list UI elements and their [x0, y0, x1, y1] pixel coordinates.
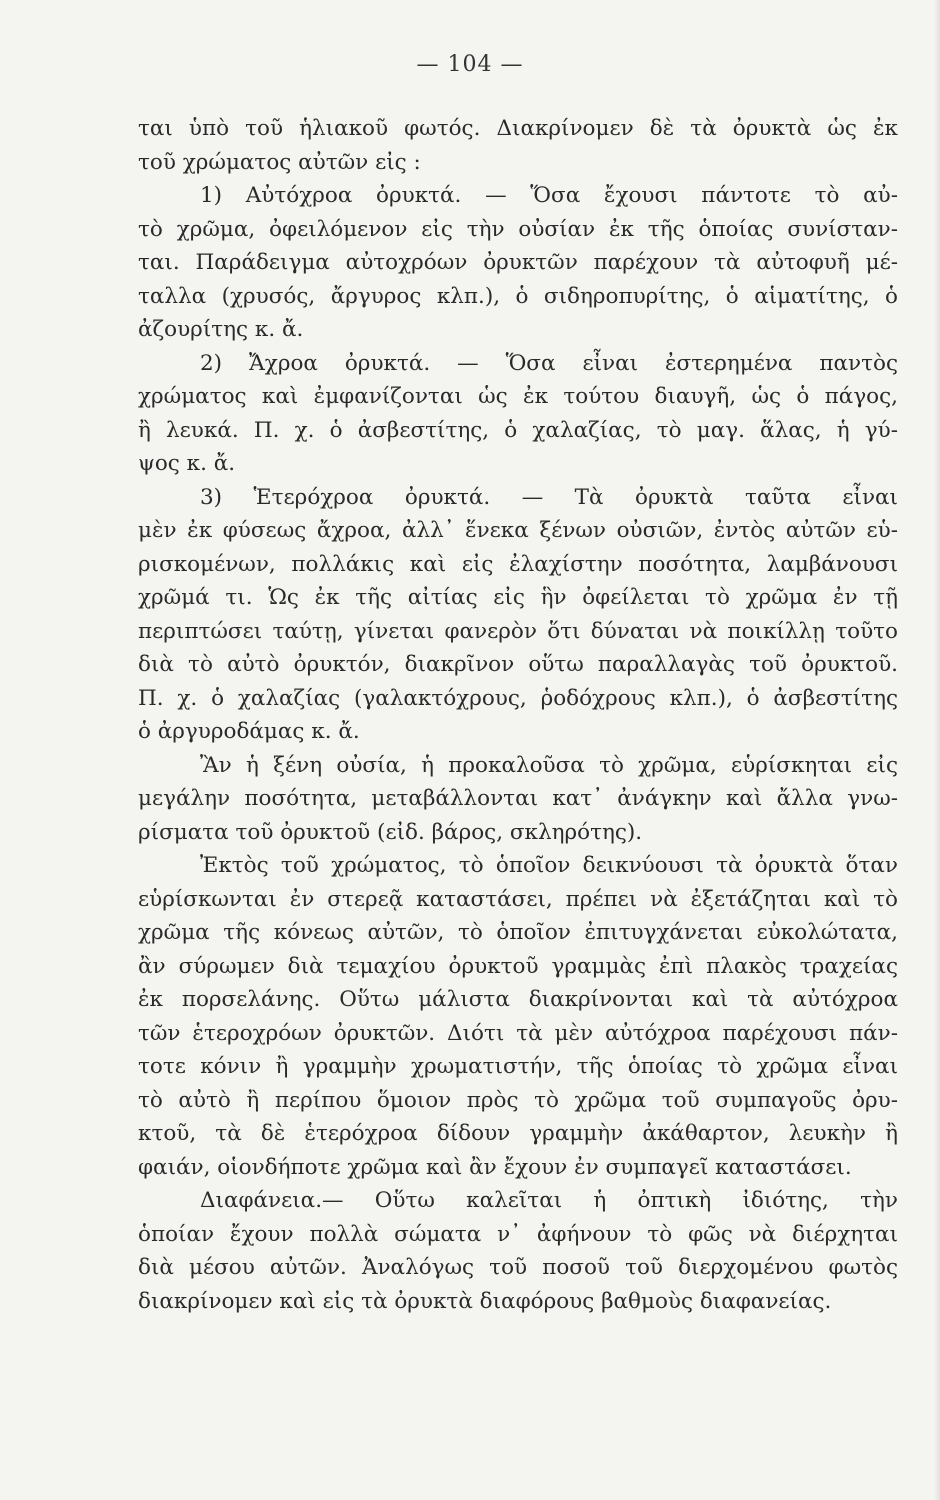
text-line: ἐκ πορσελάνης. Οὕτω μάλιστα διακρίνονται καὶ τὰ αὐτόχροα: [138, 987, 898, 1012]
text-line: ρισκομένων, πολλάκις καὶ εἰς ἐλαχίστην ποσότητα, λαμβάνουσι: [138, 551, 898, 577]
page-edge: [934, 0, 940, 1500]
text-line: εὑρίσκωνται ἐν στερεᾷ καταστάσει, πρέπει νὰ ἐξετάζηται καὶ τὸ: [138, 886, 898, 912]
text-line: ταλλα (χρυσός, ἄργυρος κλπ.), ὁ σιδηροπυρίτης, ὁ αἱματίτης, ὁ: [138, 283, 898, 309]
text-line: τοῦ χρώματος αὐτῶν εἰς :: [138, 149, 421, 175]
text-line: διὰ τὸ αὐτὸ ὀρυκτόν, διακρῖνον οὕτω παραλλαγὰς τοῦ ὀρυκτοῦ.: [138, 652, 898, 677]
text-line: ψος κ. ἄ.: [138, 451, 236, 476]
text-line: περιπτώσει ταύτῃ, γίνεται φανερὸν ὅτι δύναται νὰ ποικίλλῃ τοῦτο: [138, 618, 898, 644]
text-line: χρώματος καὶ ἐμφανίζονται ὡς ἐκ τούτου διαυγῆ, ὡς ὁ πάγος,: [138, 384, 898, 409]
text-line: μεγάλην ποσότητα, μεταβάλλονται κατ᾽ ἀνάγκην καὶ ἄλλα γνω-: [138, 786, 898, 811]
text-line: Διαφάνεια.— Οὕτω καλεῖται ἡ ὀπτικὴ ἰδιότης, τὴν: [200, 1188, 898, 1213]
text-line: ρίσματα τοῦ ὀρυκτοῦ (εἰδ. βάρος, σκληρότης).: [138, 819, 643, 845]
text-line: Ἂν ἡ ξένη οὐσία, ἡ προκαλοῦσα τὸ χρῶμα, εὑρίσκηται εἰς: [200, 752, 898, 778]
text-line: ὁποίαν ἔχουν πολλὰ σώματα ν᾽ ἀφήνουν τὸ φῶς νὰ διέρχηται: [138, 1221, 898, 1247]
text-line: 1) Αὐτόχροα ὀρυκτά. — Ὅσα ἔχουσι πάντοτε τὸ αὐ-: [200, 183, 898, 208]
text-line: Π. χ. ὁ χαλαζίας (γαλακτόχρους, ῥοδόχρους κλπ.), ὁ ἀσβεστίτης: [138, 685, 898, 711]
text-line: μὲν ἐκ φύσεως ἄχροα, ἀλλ᾽ ἕνεκα ξένων οὐσιῶν, ἐντὸς αὐτῶν εὑ-: [138, 518, 898, 543]
text-line: ὁ ἀργυροδάμας κ. ἄ.: [138, 719, 360, 744]
body-text: [138, 112, 898, 1318]
text-line: 2) Ἄχροα ὀρυκτά. — Ὅσα εἶναι ἐστερημένα παντὸς: [200, 350, 898, 376]
text-line: διακρίνομεν καὶ εἰς τὰ ὀρυκτὰ διαφόρους βαθμοὺς διαφανείας.: [138, 1288, 832, 1314]
text-line: ται. Παράδειγμα αὐτοχρόων ὀρυκτῶν παρέχουν τὰ αὐτοφυῆ μέ-: [138, 250, 898, 275]
text-line: φαιάν, οἱονδήποτε χρῶμα καὶ ἂν ἔχουν ἐν συμπαγεῖ καταστάσει.: [138, 1154, 852, 1180]
text-line: 3) Ἑτερόχροα ὀρυκτά. — Τὰ ὀρυκτὰ ταῦτα εἶναι: [200, 484, 898, 510]
text-line: χρῶμά τι. Ὡς ἐκ τῆς αἰτίας εἰς ἣν ὀφείλεται τὸ χρῶμα ἐν τῇ: [138, 585, 898, 610]
text-line: ἀζουρίτης κ. ἄ.: [138, 317, 304, 342]
text-line: ται ὑπὸ τοῦ ἡλιακοῦ φωτός. Διακρίνομεν δὲ τὰ ὀρυκτὰ ὡς ἐκ: [138, 116, 898, 141]
text-line: τὸ αὐτὸ ἢ περίπου ὅμοιον πρὸς τὸ χρῶμα τοῦ συμπαγοῦς ὀρυ-: [138, 1087, 898, 1113]
page-number: — 104 —: [416, 52, 524, 77]
text-line: ἂν σύρωμεν διὰ τεμαχίου ὀρυκτοῦ γραμμὰς ἐπὶ πλακὸς τραχείας: [138, 953, 898, 979]
text-line: χρῶμα τῆς κόνεως αὐτῶν, τὸ ὁποῖον ἐπιτυγχάνεται εὐκολώτατα,: [138, 920, 898, 945]
text-line: τὸ χρῶμα, ὀφειλόμενον εἰς τὴν οὐσίαν ἐκ τῆς ὁποίας συνίσταν-: [138, 216, 898, 242]
text-line: τοτε κόνιν ἢ γραμμὴν χρωματιστήν, τῆς ὁποίας τὸ χρῶμα εἶναι: [138, 1054, 898, 1079]
text-line: Ἐκτὸς τοῦ χρώματος, τὸ ὁποῖον δεικνύουσι τὰ ὀρυκτὰ ὅταν: [200, 853, 898, 878]
text-line: ἢ λευκά. Π. χ. ὁ ἀσβεστίτης, ὁ χαλαζίας, τὸ μαγ. ἅλας, ἡ γύ-: [138, 417, 898, 443]
text-line: διὰ μέσου αὐτῶν. Ἀναλόγως τοῦ ποσοῦ τοῦ διερχομένου φωτὸς: [138, 1255, 898, 1280]
text-line: κτοῦ, τὰ δὲ ἑτερόχροα δίδουν γραμμὴν ἀκάθαρτον, λευκὴν ἢ: [138, 1121, 898, 1146]
text-line: τῶν ἑτεροχρόων ὀρυκτῶν. Διότι τὰ μὲν αὐτόχροα παρέχουσι πάν-: [138, 1020, 898, 1046]
